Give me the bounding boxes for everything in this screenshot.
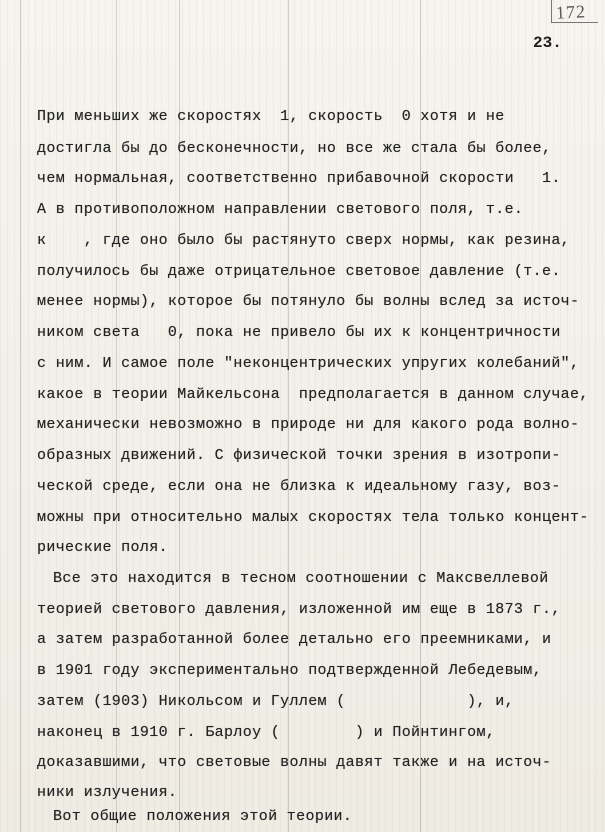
text-line: доказавшими, что световые волны давят также и на источ- — [37, 754, 552, 771]
text-line: ником света 0, пока не привело бы их к концентричности — [37, 324, 561, 341]
text-line: ники излучения. — [37, 784, 178, 801]
text-line: менее нормы), которое бы потянуло бы волны вслед за источ- — [37, 293, 580, 310]
text-line: ческой среде, если она не близка к идеальному газу, воз- — [37, 478, 561, 495]
text-line: к , где оно было бы растянуто сверх нормы, как резина, — [37, 232, 571, 249]
text-line: затем (1903) Никольсом и Гуллем ( ), и, — [37, 693, 514, 710]
text-line: какое в теории Майкельсона предполагается в данном случае, — [37, 386, 589, 403]
text-line: Все это находится в тесном соотношении с Максвеллевой — [53, 570, 549, 587]
text-line: наконец в 1910 г. Барлоу ( ) и Пойнтингом, — [37, 724, 496, 741]
text-line: образных движений. С физической точки зрения в изотропи- — [37, 447, 561, 464]
text-line: чем нормальная, соответственно прибавочной скорости 1. — [37, 170, 561, 187]
text-line: Вот общие положения этой теории. — [53, 808, 353, 825]
text-line: При меньших же скоростях 1, скорость 0 хотя и не — [37, 108, 505, 125]
text-line: достигла бы до бесконечности, но все же стала бы более, — [37, 140, 552, 157]
text-line: можны при относительно малых скоростях тела только концент- — [37, 509, 589, 526]
text-line: рические поля. — [37, 539, 168, 556]
text-line: с ним. И самое поле "неконцентрических упругих колебаний", — [37, 355, 580, 372]
text-line: получилось бы даже отрицательное световое давление (т.е. — [37, 263, 561, 280]
text-line: А в противоположном направлении светового поля, т.е. — [37, 201, 524, 218]
text-line: а затем разработанной более детально его преемниками, и — [37, 631, 552, 648]
page-number: 23. — [533, 34, 562, 52]
text-line: теорией светового давления, изложенной им еще в 1873 г., — [37, 601, 561, 618]
text-line: в 1901 году экспериментально подтвержденной Лебедевым, — [37, 662, 542, 679]
text-line: механически невозможно в природе ни для какого рода волно- — [37, 416, 580, 433]
archive-number: 172 — [555, 1, 587, 23]
